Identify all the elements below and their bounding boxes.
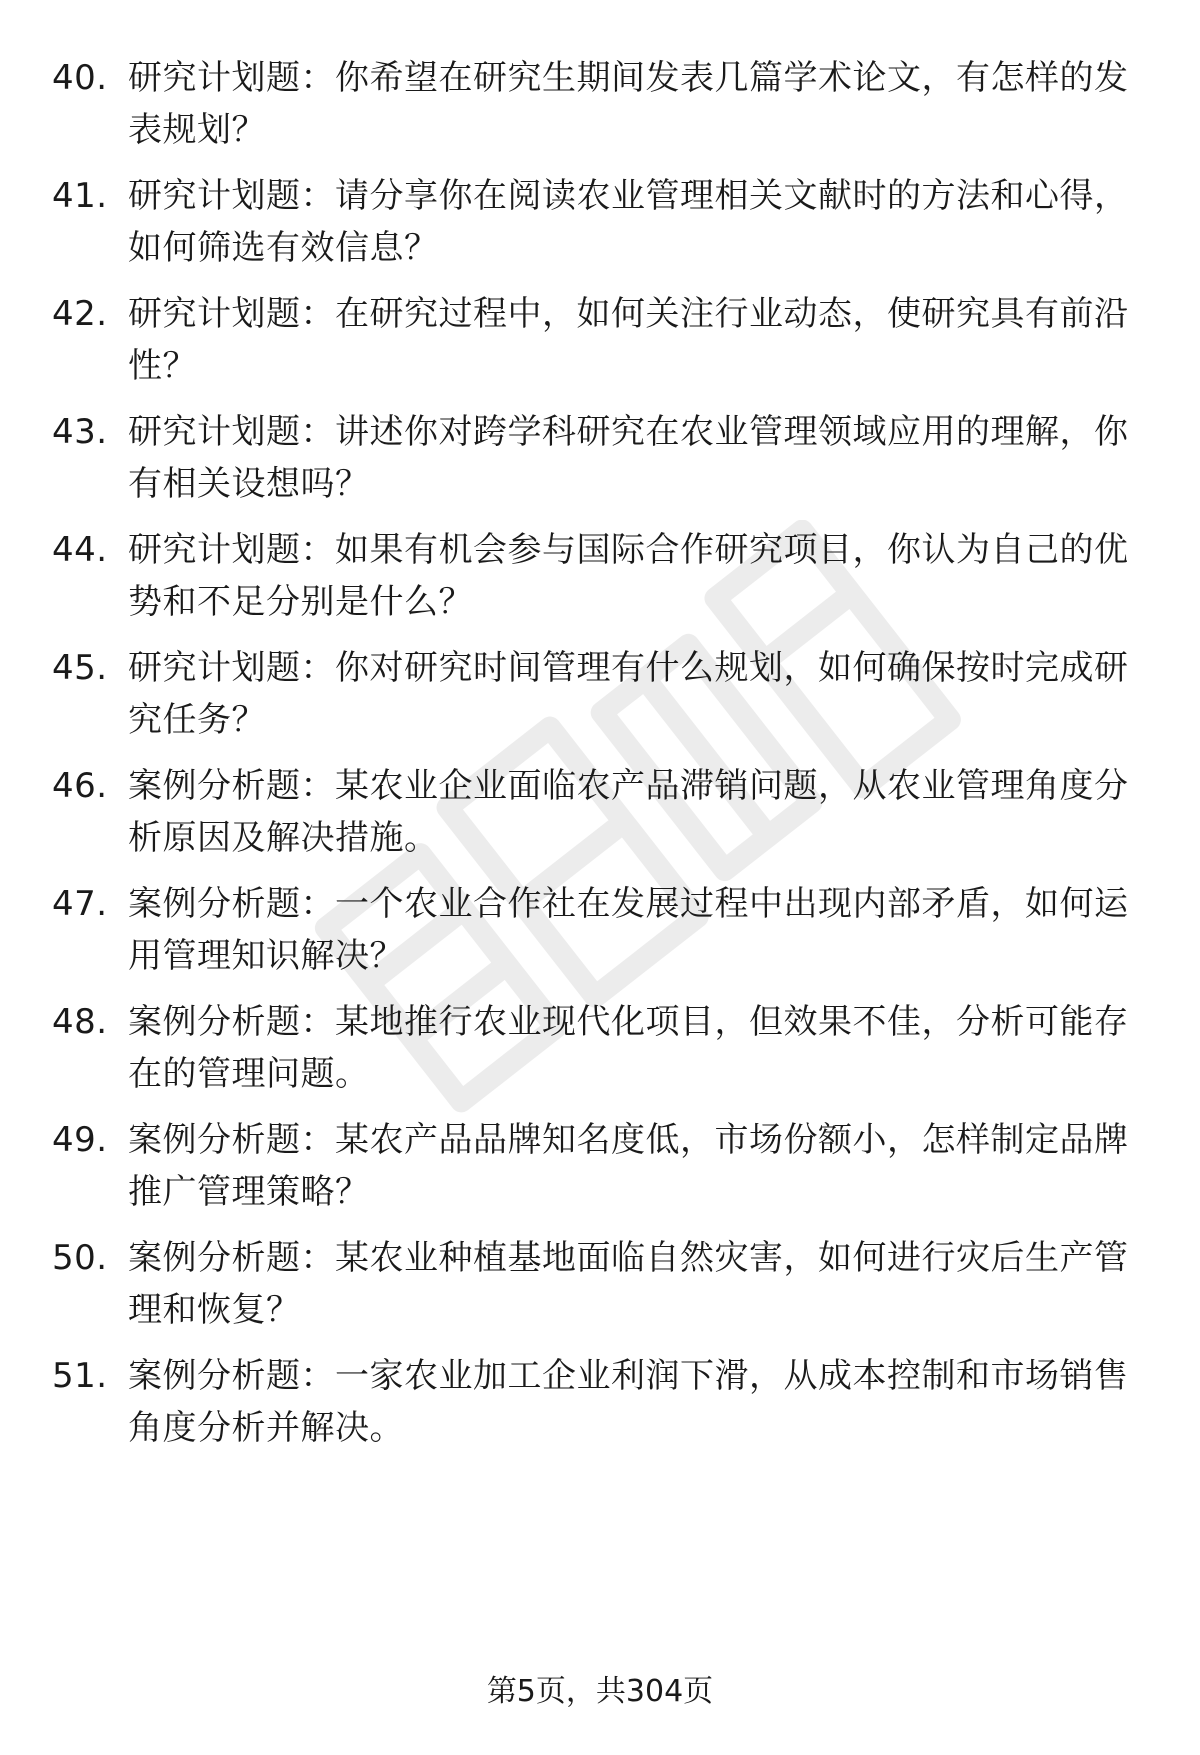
item-text: 研究计划题：你希望在研究生期间发表几篇学术论文，有怎样的发表规划？: [128, 58, 1129, 150]
item-number: 42.: [52, 294, 108, 334]
list-item: [52, 1350, 1142, 1454]
list-item: [52, 1232, 1142, 1336]
item-number: 41.: [52, 176, 108, 216]
item-number: 51.: [52, 1356, 108, 1396]
list-item: [52, 996, 1142, 1100]
page-number: 第5页，共304页: [486, 1674, 714, 1709]
item-text: 研究计划题：你对研究时间管理有什么规划，如何确保按时完成研究任务？: [128, 648, 1129, 740]
item-number: 49.: [52, 1120, 108, 1160]
item-number: 40.: [52, 58, 108, 98]
item-text: 案例分析题：某农业种植基地面临自然灾害，如何进行灾后生产管理和恢复？: [128, 1238, 1129, 1330]
item-text: 案例分析题：某农业企业面临农产品滞销问题，从农业管理角度分析原因及解决措施。: [128, 766, 1129, 858]
item-text: 研究计划题：讲述你对跨学科研究在农业管理领域应用的理解，你有相关设想吗？: [128, 412, 1129, 504]
list-item: [52, 406, 1142, 510]
item-text: 案例分析题：一家农业加工企业利润下滑，从成本控制和市场销售角度分析并解决。: [128, 1356, 1129, 1448]
item-text: 研究计划题：如果有机会参与国际合作研究项目，你认为自己的优势和不足分别是什么？: [128, 530, 1129, 622]
item-text: 案例分析题：某地推行农业现代化项目，但效果不佳，分析可能存在的管理问题。: [128, 1002, 1129, 1094]
list-item: [52, 170, 1142, 274]
list-item: [52, 524, 1142, 628]
item-number: 43.: [52, 412, 108, 452]
item-text: 案例分析题：某农产品品牌知名度低，市场份额小，怎样制定品牌推广管理策略？: [128, 1120, 1129, 1212]
list-item: [52, 642, 1142, 746]
list-item: [52, 878, 1142, 982]
item-number: 45.: [52, 648, 108, 688]
list-item: [52, 1114, 1142, 1218]
list-item: [52, 52, 1142, 156]
item-number: 46.: [52, 766, 108, 806]
item-number: 48.: [52, 1002, 108, 1042]
list-item: [52, 288, 1142, 392]
list-item: [52, 760, 1142, 864]
item-number: 47.: [52, 884, 108, 924]
item-text: 案例分析题：一个农业合作社在发展过程中出现内部矛盾，如何运用管理知识解决？: [128, 884, 1129, 976]
item-text: 研究计划题：在研究过程中，如何关注行业动态，使研究具有前沿性？: [128, 294, 1129, 386]
item-number: 44.: [52, 530, 108, 570]
item-text: 研究计划题：请分享你在阅读农业管理相关文献时的方法和心得，如何筛选有效信息？: [128, 176, 1129, 268]
item-number: 50.: [52, 1238, 108, 1278]
